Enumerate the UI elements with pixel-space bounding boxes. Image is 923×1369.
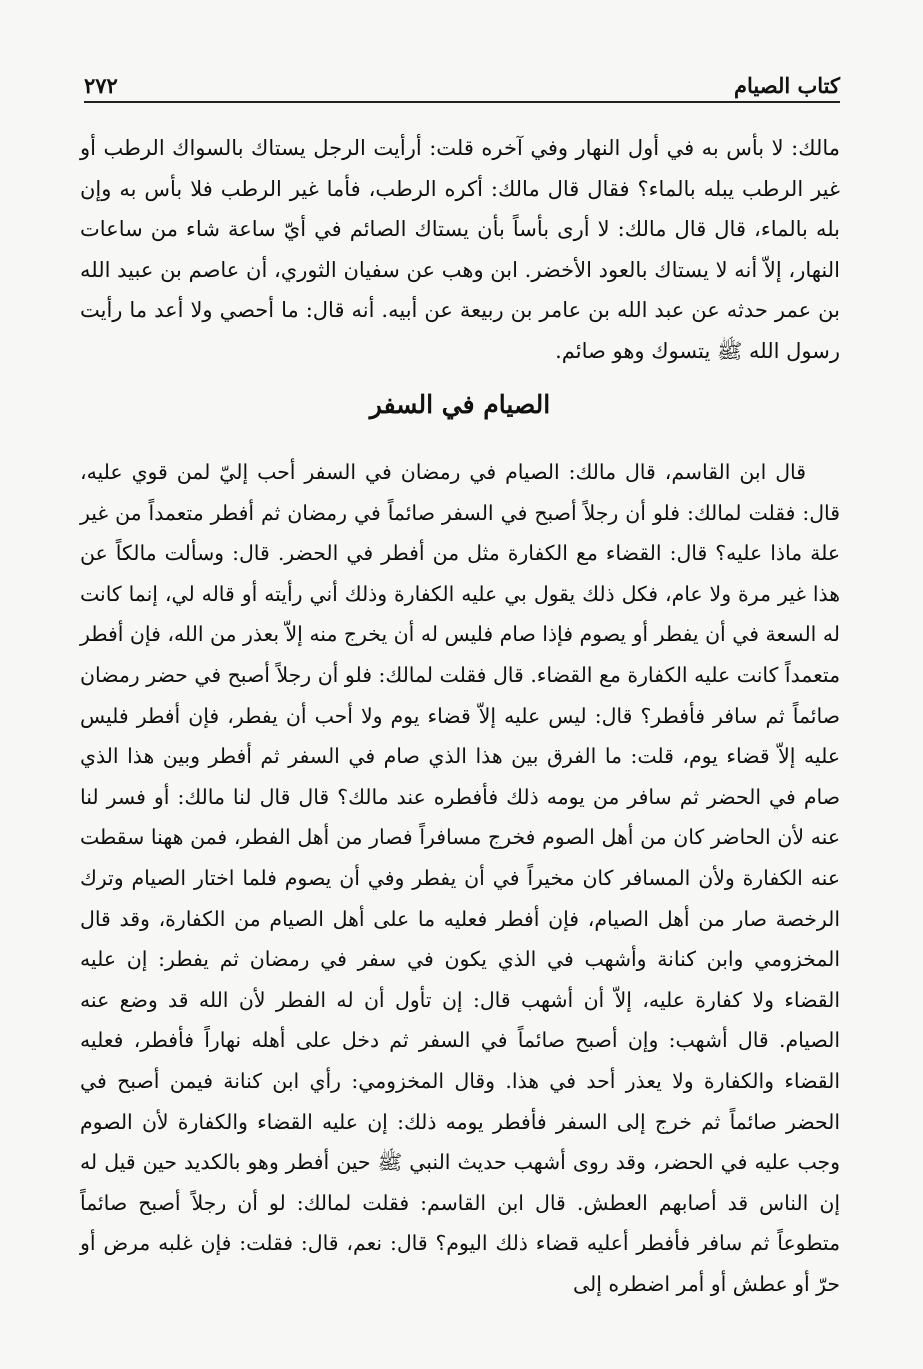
page-number: ٢٧٢ (84, 73, 118, 98)
intro-paragraph: مالك: لا بأس به في أول النهار وفي آخره قلت: أرأيت الرجل يستاك بالسواك الرطب أو غير الرطب يبله بالماء؟ فقال قال مالك: أكره الرطب، فأما غير الرطب فلا بأس به وإن بله بالماء، قال قال مالك: لا أرى بأساً بأن يستاك الصائم في أيّ ساعة شاء من ساعات النهار، إلاّ أنه لا يستاك بالعود الأخضر. ابن وهب عن سفيان الثوري، أن عاصم بن عبيد الله بن عمر حدثه عن عبد الله بن عامر بن ربيعة عن أبيه. أنه قال: ما أحصي ولا أعد ما رأيت رسول الله ﷺ يتسوك وهو صائم. (80, 136, 840, 363)
section-heading: الصيام في السفر (369, 390, 551, 419)
book-title: كتاب الصيام (734, 73, 840, 98)
header-rule (84, 101, 840, 103)
page-header (84, 62, 840, 98)
section-paragraph: قال ابن القاسم، قال مالك: الصيام في رمضان في السفر أحب إليّ لمن قوي عليه، قال: فقلت لمالك: فلو أن رجلاً أصبح في السفر صائماً في رمضان ثم أفطر متعمداً من غير علة ماذا عليه؟ قال: القضاء مع الكفارة مثل من أفطر في الحضر. قال: وسألت مالكاً عن هذا غير مرة ولا عام، فكل ذلك يقول بي عليه الكفارة وذلك أني رأيته أو قاله لي، إنما كانت له السعة في أن يفطر أو يصوم فإذا صام فليس له أن يخرج منه إلاّ بعذر من الله، فإن أفطر متعمداً كانت عليه الكفارة مع القضاء. قال فقلت لمالك: فلو أن رجلاً أصبح في حضر رمضان صائماً ثم سافر فأفطر؟ قال: ليس عليه إلاّ قضاء يوم ولا أحب أن يفطر، فإن أفطر فليس عليه إلاّ قضاء يوم، قلت: ما الفرق بين هذا الذي صام في السفر ثم أفطر وبين هذا الذي صام في الحضر ثم سافر من يومه ذلك فأفطره عند مالك؟ قال قال لنا مالك: أو فسر لنا عنه لأن الحاضر كان من أهل الصوم فخرج مسافراً فصار من أهل الفطر، فمن ههنا سقطت عنه الكفارة ولأن المسافر كان مخيراً في أن يفطر وفي أن يصوم فلما اختار الصيام وترك الرخصة صار من أهل الصيام، فإن أفطر فعليه ما على أهل الصيام من الكفارة، وقد قال المخزومي وابن كنانة وأشهب في الذي يكون في سفر في رمضان ثم يفطر: إن عليه القضاء ولا كفارة عليه، إلاّ أن أشهب قال: إن تأول أن له الفطر لأن الله قد وضع عنه الصيام. قال أشهب: وإن أصبح صائماً في السفر ثم دخل على أهله نهاراً فأفطر، فعليه القضاء والكفارة ولا يعذر أحد في هذا. وقال المخزومي: رأي ابن كنانة فيمن أصبح في الحضر صائماً ثم خرج إلى السفر فأفطر يومه ذلك: إن عليه القضاء والكفارة لأن الصوم وجب عليه في الحضر، وقد روى أشهب حديث النبي ﷺ حين أفطر وهو بالكديد حين قيل له إن الناس قد أصابهم العطش. قال ابن القاسم: فقلت لمالك: لو أن رجلاً أصبح صائماً متطوعاً ثم سافر فأفطر أعليه قضاء ذلك اليوم؟ قال: نعم، قال: فقلت: فإن غلبه مرض أو حرّ أو عطش أو أمر اضطره إلى (80, 460, 840, 1296)
